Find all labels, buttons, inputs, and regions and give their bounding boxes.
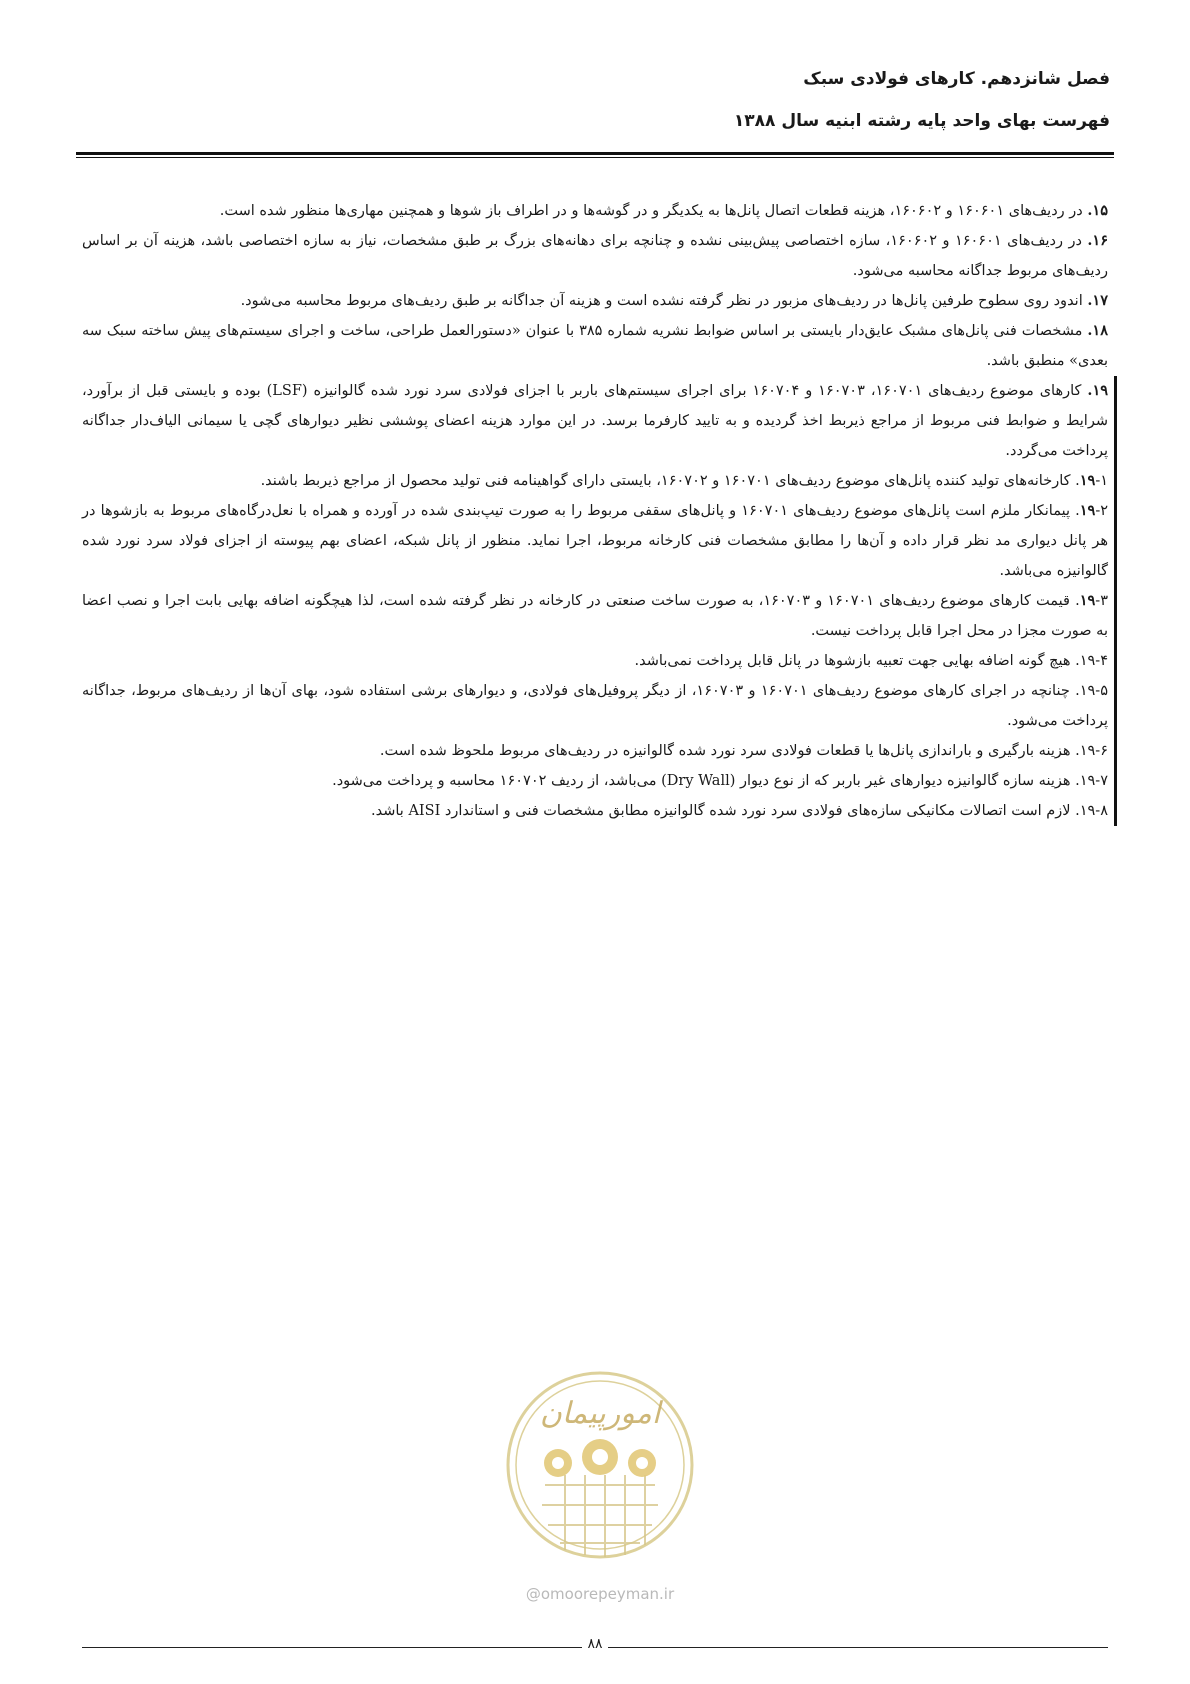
book-title: فهرست بهای واحد پایه رشته ابنیه سال ۱۳۸۸ (733, 111, 1110, 131)
note-19-7: ۱۹-۷. هزینه سازه گالوانیزه دیوارهای غیر باربر که از نوع دیوار (Dry Wall) می‌باشد، از ردیف ۱۶۰۷۰۲ محاسبه و پرداخت می‌شود. (332, 773, 1108, 789)
note-18: ۱۸. مشخصات فنی پانل‌های مشبک عایق‌دار بایستی بر اساس ضوابط نشریه شماره ۳۸۵ با عنوان «دستورالعمل طراحی، ساخت و اجرای سیستم‌های پیش ساخته سبک سه بعدی» منطبق باشد. (82, 322, 1108, 369)
page-body (82, 196, 1108, 826)
note-19-6: ۱۹-۶. هزینه بارگیری و باراندازی پانل‌ها یا قطعات فولادی سرد نورد شده گالوانیزه در ردیف‌های مربوط ملحوظ شده است. (379, 743, 1108, 759)
header-rule-thin (76, 157, 1114, 158)
note-19-1: ۱۹-۱. کارخانه‌های تولید کننده پانل‌های موضوع ردیف‌های ۱۶۰۷۰۱ و ۱۶۰۷۰۲، بایستی دارای گواهینامه فنی تولید محصول از مراجع ذیربط باشند. (260, 472, 1108, 489)
note-19-3: ۱۹-۳. قیمت کارهای موضوع ردیف‌های ۱۶۰۷۰۱ و ۱۶۰۷۰۳، به صورت ساخت صنعتی در کارخانه در نظر گرفته شده است، لذا هیچگونه اضافه بهایی بابت اجرا و نصب اعضا به صورت مجزا در محل اجرا قابل پرداخت نیست. (82, 592, 1108, 639)
header-rule-thick (76, 152, 1114, 155)
note-19: ۱۹. کارهای موضوع ردیف‌های ۱۶۰۷۰۱، ۱۶۰۷۰۳ و ۱۶۰۷۰۴ برای اجرای سیستم‌های باربر با اجزای فولادی سرد نورد شده گالوانیزه (LSF) بوده و بایستی قبل از برآورد، شرایط و ضوابط فنی مربوط از مراجع ذیربط اخذ گردیده و به تایید کارفرما برسد. در این موارد هزینه اعضای پوششی نظیر دیوارهای گچی یا سیمانی الیاف‌دار جداگانه پرداخت می‌گردد. (82, 382, 1109, 459)
note-19-4: ۱۹-۴. هیچ گونه اضافه بهایی جهت تعبیه بازشوها در پانل قابل پرداخت نمی‌باشد. (634, 653, 1108, 669)
note-19-2: ۱۹-۲. پیمانکار ملزم است پانل‌های موضوع ردیف‌های ۱۶۰۷۰۱ و پانل‌های سقفی مربوط را به صورت تیپ‌بندی شده در آورده و همراه با نعل‌درگاه‌های مربوط به بازشوها در هر پانل دیواری مد نظر قرار داده و آن‌ها را مطابق مشخصات فنی کارخانه مربوط، اجرا نماید. منظور از پانل شبکه، اعضای بهم پیوسته از اجزای فولاد سرد نورد شده گالوانیزه می‌باشد. (82, 502, 1108, 579)
watermark-logo (490, 1345, 710, 1585)
footer-rule-right (608, 1647, 1108, 1648)
note-15: ۱۵. در ردیف‌های ۱۶۰۶۰۱ و ۱۶۰۶۰۲، هزینه قطعات اتصال پانل‌ها به یکدیگر و در گوشه‌ها و در اطراف باز شوها و همچنین مهاری‌ها منظور شده است. (219, 202, 1108, 219)
note-19-block (82, 376, 1117, 826)
seal-icon (490, 1345, 710, 1585)
page-footer (82, 1638, 1108, 1658)
page-number: ۸۸ (587, 1636, 603, 1652)
note-19-5: ۱۹-۵. چنانچه در اجرای کارهای موضوع ردیف‌های ۱۶۰۷۰۱ و ۱۶۰۷۰۳، از دیگر پروفیل‌های فولادی، و دیوارهای برشی استفاده شود، بهای آن‌ها از ردیف‌های مربوط، جداگانه پرداخت می‌شود. (82, 683, 1108, 729)
logo-lettering: امورپیمان (539, 1396, 661, 1431)
chapter-title: فصل شانزدهم. کارهای فولادی سبک (803, 69, 1110, 89)
note-16: ۱۶. در ردیف‌های ۱۶۰۶۰۱ و ۱۶۰۶۰۲، سازه اختصاصی پیش‌بینی نشده و چنانچه برای دهانه‌های بزرگ بر طبق مشخصات، نیاز به سازه اختصاصی باشد، هزینه آن بر اساس ردیف‌های مربوط جداگانه محاسبه می‌شود. (82, 232, 1108, 279)
note-19-8: ۱۹-۸. لازم است اتصالات مکانیکی سازه‌های فولادی سرد نورد شده گالوانیزه مطابق مشخصات فنی و استاندارد AISI باشد. (371, 803, 1108, 819)
watermark-caption: @omoorepeyman.ir (525, 1585, 675, 1603)
page-header (80, 58, 1110, 142)
note-17: ۱۷. اندود روی سطوح طرفین پانل‌ها در ردیف‌های مزبور در نظر گرفته نشده است و هزینه آن جداگانه بر طبق ردیف‌های مربوط محاسبه می‌شود. (240, 292, 1108, 309)
